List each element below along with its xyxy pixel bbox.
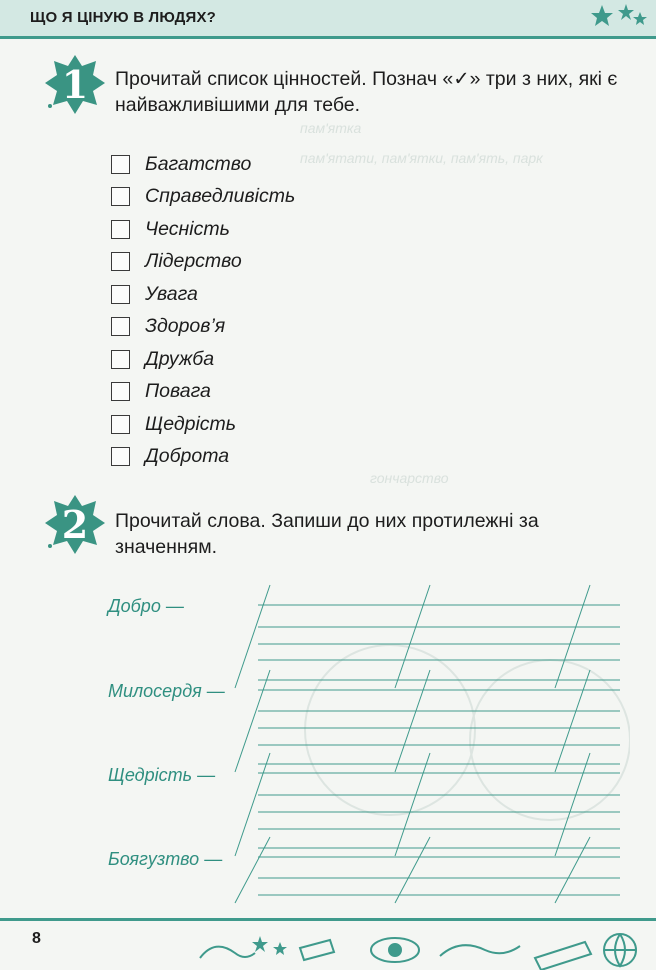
value-label: Щедрість [145,412,237,435]
writing-line [555,670,590,772]
antonym-word: Милосердя — [108,681,225,701]
value-label: Дружба [145,347,215,370]
value-label: Увага [145,282,198,305]
value-label: Справедливість [145,185,296,208]
writing-line [235,670,270,772]
word-label: Милосердя [108,681,202,701]
word-label: Щедрість [108,765,193,785]
ghost-text: гончарство [370,470,449,486]
writing-line [555,585,590,688]
hand-icon [440,945,520,956]
antonym-word: Добро — [108,596,184,616]
pencil-icon [300,940,334,960]
value-label: Чесність [145,217,230,240]
writing-line [395,585,430,688]
writing-line [555,837,590,903]
footer-band [0,918,656,921]
value-label: Лідерство [145,250,242,273]
word-label: Боягузтво [108,849,200,869]
antonym-word: Боягузтво — [108,849,223,869]
star-icon [273,942,287,955]
writing-line [235,585,270,688]
task-instruction: Прочитай список цінностей. Познач «✓» три з них, які є найважливішими для тебе. [115,68,618,116]
page-number: 8 [32,930,41,947]
value-label: Повага [145,380,211,403]
pencil-icon [535,942,591,970]
writing-line [235,753,270,856]
writing-line [235,837,270,903]
writing-line [395,753,430,856]
writing-line [395,837,430,903]
ghost-text: пам'ятка [300,120,362,136]
hand-icon [200,947,255,958]
task-number: 2 [61,502,89,547]
writing-line [395,670,430,772]
value-label: Доброта [145,445,230,468]
ghost-text: пам'ятати, пам'ятки, пам'ять, парк [300,150,543,166]
antonym-word: Щедрість — [108,765,216,785]
task-number: 1 [61,62,89,107]
task-instruction: Прочитай слова. Запиши до них протилежні за значенням. [115,510,539,558]
page-title: ЩО Я ЦІНУЮ В ЛЮДЯХ? [30,9,217,26]
footer-decoration [190,928,656,970]
star-icon [252,936,268,952]
value-label: Здоров’я [145,315,226,338]
word-label: Добро [108,596,161,616]
writing-line [555,753,590,856]
value-label: Багатство [145,152,252,175]
